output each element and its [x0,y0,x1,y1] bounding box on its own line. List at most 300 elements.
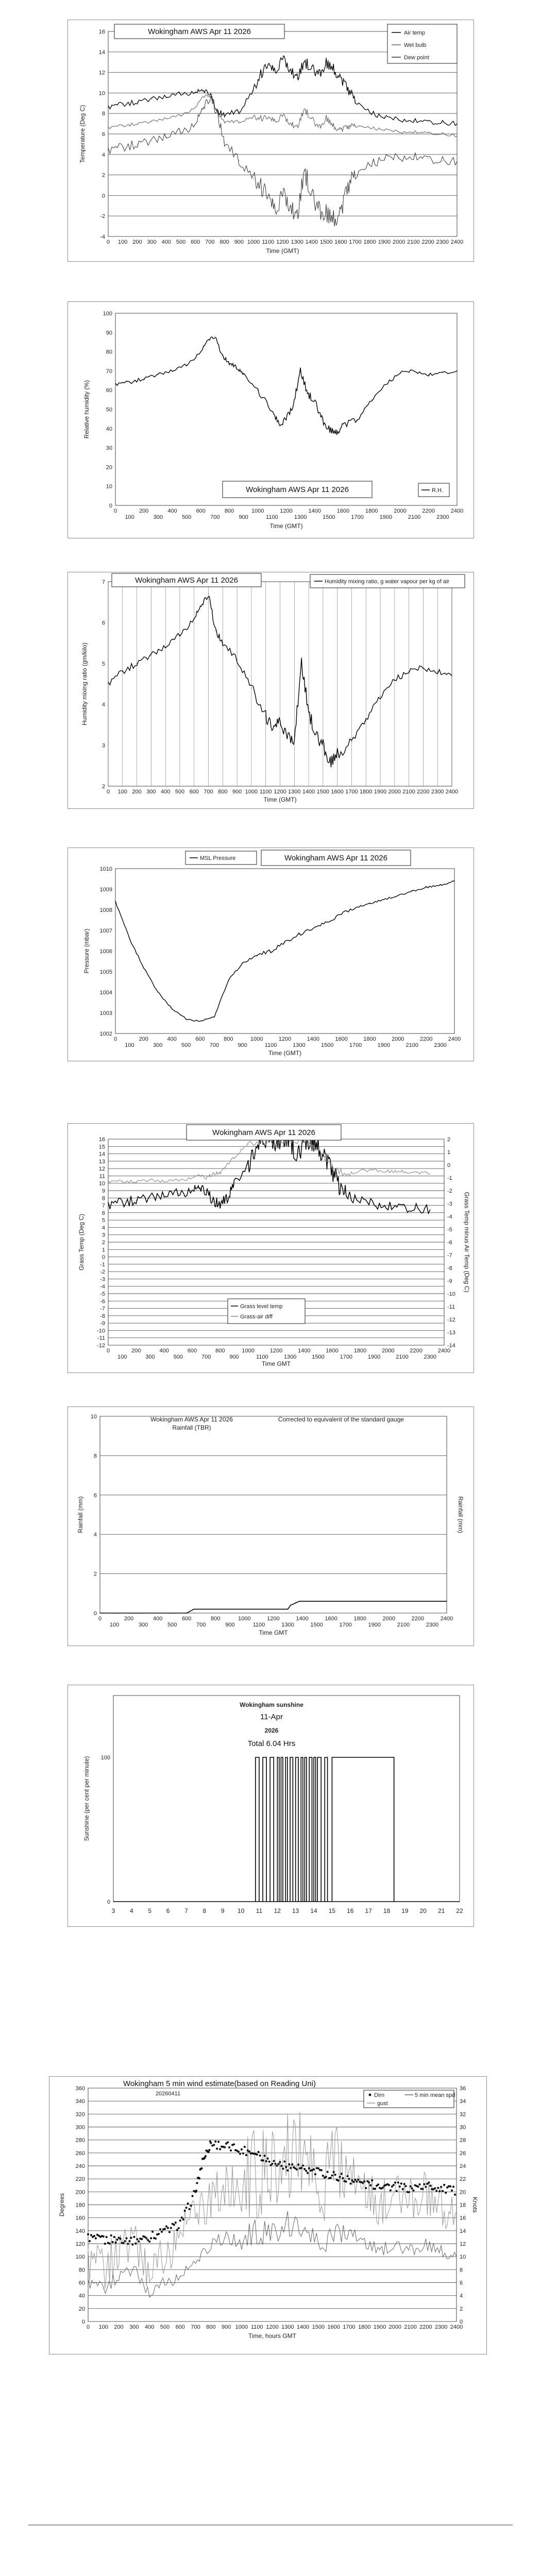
rh-line-point [236,367,237,368]
mixing-ratio-line-point [330,761,331,762]
gust-line-point [364,2192,365,2193]
x-tick-label: 2400 [445,789,459,795]
x-tick-label: 1800 [365,508,378,514]
y-tick-label: 16 [98,29,105,35]
direction-point [131,2243,133,2245]
y-tick-label: -2 [100,1269,105,1276]
x-tick-label: 0 [106,1348,110,1354]
rh-line-point [215,336,216,337]
x-tick-label: 2300 [434,2324,448,2330]
direction-point [214,2141,216,2143]
direction-point [346,2175,348,2177]
x-tick-label: 100 [98,2324,108,2330]
y-tick-label: 20 [78,2306,85,2312]
dew-point-line-point [384,158,385,159]
mean-speed-line-point [241,2243,242,2244]
wet-bulb-line-point [290,123,291,124]
x-tick-label: 2400 [450,239,464,245]
x-tick-label: 1800 [363,1036,376,1042]
rainfall-line-point [128,1613,129,1614]
rh-line-point [357,420,358,421]
rh-line-point [222,355,223,356]
x-tick-label: 900 [225,1622,235,1628]
x-axis-label: Time (GMT) [266,247,299,255]
direction-point [242,2153,244,2155]
direction-point [113,2236,115,2238]
air-temp-line-point [326,62,327,63]
x-axis-label: Time (GMT) [269,522,303,530]
x-tick-label: 700 [204,789,213,795]
dew-point-line-point [413,156,414,157]
rh-line-point [443,372,444,374]
dew-point-line-point [326,211,327,212]
dew-point-line-point [260,187,261,188]
x-tick-label: 1600 [331,789,344,795]
y-tick-label: 30 [106,445,112,452]
x-tick-label: 800 [224,1036,233,1042]
direction-point [265,2160,267,2162]
x-tick-label: 1700 [345,789,358,795]
direction-point [279,2161,281,2163]
wind-chart [49,2077,486,2354]
x-tick-label: 1700 [340,1354,353,1360]
dew-point-line-point [304,171,305,172]
direction-point [224,2146,226,2148]
rh-line-point [172,370,173,371]
rh-line-point [293,405,294,406]
humidity-chart-panel [67,301,474,538]
grass-air-diff-line-point [220,1172,221,1173]
rainfall-line-point [99,1613,100,1614]
x-tick-label: 5 [148,1907,152,1914]
x-tick-label: 100 [117,1354,127,1360]
grass-temp-line-point [206,1190,207,1191]
direction-point [134,2243,137,2245]
rainfall-line-point [200,1609,201,1610]
mixing-ratio-line-point [394,680,395,681]
direction-point [442,2190,444,2192]
pressure-line-point [242,963,243,964]
direction-point [410,2185,412,2188]
y2-tick-label: -8 [447,1265,452,1272]
direction-point [87,2233,89,2235]
gust-line-point [119,2250,120,2251]
direction-point [434,2187,436,2189]
grass-temp-line-point [360,1200,361,1201]
direction-point [200,2167,202,2170]
x-tick-label: 2400 [448,1036,461,1042]
y-tick-label: -10 [97,1328,105,1334]
x-tick-label: 2200 [422,508,435,514]
x-tick-label: 200 [132,239,142,245]
rainfall-chart-panel [67,1406,474,1646]
wet-bulb-line-point [333,125,334,126]
x-tick-label: 2100 [396,1354,409,1360]
grass-air-diff-line-point [213,1174,214,1175]
grass-air-diff-line-point [332,1167,333,1168]
direction-point [119,2238,121,2240]
mean-speed-line-point [180,2276,181,2277]
air-temp-line-point [195,92,196,93]
mean-speed-line-point [410,2250,411,2251]
x-tick-label: 1800 [353,1348,367,1354]
direction-point [418,2183,420,2185]
x-tick-label: 300 [145,1354,155,1360]
x-tick-label: 2000 [382,1348,395,1354]
rainfall-chart [68,1407,474,1646]
grass-temp-line-point [255,1152,256,1153]
y-tick-label: 50 [106,406,112,413]
x-tick-label: 400 [153,1616,163,1622]
x-tick-label: 700 [191,2324,200,2330]
y-tick-label: 5 [102,660,105,667]
rainfall-line-point [172,1613,173,1614]
direction-point [334,2174,336,2176]
direction-point [357,2179,359,2181]
x-tick-label: 400 [167,1036,177,1042]
x-tick-label: 400 [159,1348,169,1354]
direction-point [421,2188,424,2190]
direction-point [325,2176,327,2178]
y-tick-label: 8 [93,1453,97,1460]
y2-tick-label: 30 [460,2124,466,2131]
dew-point-line-point [333,217,334,218]
y-axis-label: Degrees [58,2193,65,2217]
x-tick-label: 2300 [426,1622,439,1628]
y2-tick-label: -3 [447,1201,452,1207]
gust-line-point [456,2211,457,2212]
direction-point [210,2142,212,2144]
grass-air-diff-line-point [262,1141,263,1142]
rainfall-line-point [299,1601,300,1602]
mixing-ratio-chart-panel [67,572,474,809]
direction-point [110,2234,112,2236]
x-tick-label: 200 [139,1036,149,1042]
y-tick-label: 1005 [99,969,112,975]
air-temp-line-point [333,68,334,69]
x-tick-label: 1900 [368,1622,381,1628]
grass-temp-line-point [430,1209,431,1210]
x-tick-label: 1900 [377,1042,391,1048]
direction-point [130,2237,132,2239]
direction-point [337,2179,340,2181]
x-tick-label: 100 [109,1622,120,1628]
y-tick-label: -4 [100,1283,105,1290]
dew-point-line-point [311,191,312,192]
rainfall-line-point [186,1613,187,1614]
mean-speed-line-point [226,2237,227,2238]
dew-point-line-point [210,97,211,98]
chart-title: Wokingham AWS Apr 11 2026 [150,1416,233,1423]
gust-line-point [103,2269,104,2270]
temperature-chart-panel [67,20,474,262]
wet-bulb-line-point [224,121,225,122]
pressure-chart-panel [67,848,474,1061]
wet-bulb-line-point [260,118,261,119]
x-tick-label: 700 [209,1042,219,1048]
x-tick-label: 1500 [310,1622,323,1628]
grass-air-diff-line-point [150,1180,151,1181]
gust-line-point [180,2230,181,2231]
y-axis-label: Temperature (Deg C) [79,105,86,163]
direction-point [179,2219,181,2222]
mixing-ratio-line-point [208,594,209,595]
direction-point [248,2150,250,2153]
x-tick-label: 1000 [245,789,258,795]
grass-air-diff-line-point [430,1174,431,1175]
mixing-ratio-line-point [409,671,410,672]
wet-bulb-line-point [384,129,385,130]
mean-speed-line-point [287,2224,288,2225]
x-tick-label: 12 [274,1907,281,1914]
y-tick-label: 14 [98,49,105,56]
x-tick-label: 0 [113,508,117,514]
direction-point [198,2177,200,2179]
grass-air-diff-line-point [402,1171,403,1172]
dew-point-line-point [180,131,181,132]
rh-line-point [371,399,372,400]
air-temp-line-point [341,78,342,79]
legend-label: Grass-air diff [240,1314,273,1320]
direction-point [258,2151,260,2153]
mean-speed-line-point [426,2243,427,2244]
legend-label: Dirn [374,2092,385,2098]
direction-point [363,2180,365,2182]
y-tick-label: -11 [97,1335,105,1342]
x-tick-label: 200 [124,1616,134,1622]
x-tick-label: 1400 [307,1036,320,1042]
rh-line-point [457,370,458,371]
grass-air-diff-line-point [178,1180,179,1181]
direction-point [402,2188,404,2190]
mixing-ratio-line-point [280,720,281,721]
y-tick-label: 1004 [99,990,112,996]
y-tick-label: 2 [102,1240,105,1246]
grass-temp-line-point [234,1184,235,1185]
direction-point [208,2149,210,2151]
x-tick-label: 2400 [450,508,464,514]
direction-point [89,2240,91,2242]
wet-bulb-line-point [341,129,342,130]
x-tick-label: 2200 [419,1036,433,1042]
direction-point [175,2222,177,2224]
mixing-ratio-line-point [108,684,109,685]
y-tick-label: 40 [78,2293,85,2299]
x-tick-label: 2000 [392,239,405,245]
x-tick-label: 1500 [312,1354,325,1360]
x-tick-label: 900 [234,239,244,245]
grass-air-diff-line-point [318,1149,319,1150]
y-tick-label: 1 [102,1247,105,1253]
x-tick-label: 2000 [388,2324,402,2330]
y-tick-label: 3 [102,742,105,749]
mixing-ratio-line-point [122,671,123,672]
y2-tick-label: -13 [447,1330,455,1336]
pressure-line-point [369,903,370,904]
dew-point-line-point [108,150,109,151]
wet-bulb-line-point [275,121,276,122]
x-tick-label: 1400 [308,508,321,514]
direction-point [205,2155,207,2157]
mean-speed-line-point [164,2282,165,2283]
mixing-ratio-line-point [273,728,274,730]
mean-speed-line-point [195,2263,196,2264]
mixing-ratio-line-point [380,696,381,697]
rh-line-point [186,365,187,366]
y-tick-label: 0 [102,1254,105,1261]
x-tick-label: 200 [114,2324,124,2330]
x-tick-label: 1700 [349,239,362,245]
direction-point [115,2242,117,2244]
x-tick-label: 1200 [274,789,286,795]
y-tick-label: 6 [102,1210,105,1216]
x-tick-label: 15 [328,1907,336,1914]
x-tick-label: 1500 [321,1042,334,1048]
grass-temp-line-point [402,1207,403,1208]
y-tick-label: 6 [93,1492,97,1499]
mixing-ratio-line-point [215,630,216,631]
grass-air-diff-line-point [122,1181,123,1182]
direction-point [327,2171,329,2173]
direction-point [313,2168,315,2171]
direction-point [382,2187,384,2189]
grass-air-diff-line-point [360,1170,361,1171]
gust-line-point [134,2243,135,2244]
y2-tick-label: -10 [447,1291,455,1297]
x-tick-label: 1100 [250,2324,263,2330]
direction-point [138,2240,140,2242]
x-tick-label: 200 [131,1348,141,1354]
direction-point [158,2233,160,2235]
direction-point [369,2184,371,2187]
gust-line-point [272,2178,273,2179]
legend-label: gust [377,2100,388,2107]
legend-label: Air temp [404,30,425,36]
x-tick-label: 1800 [360,789,373,795]
y2-tick-label: 34 [460,2098,466,2105]
mixing-ratio-line-point [236,659,238,660]
grass-air-diff-line-point [164,1181,165,1182]
pressure-line-point [355,907,356,908]
x-tick-label: 2300 [436,239,449,245]
mean-speed-line-point [395,2243,396,2244]
pressure-line-point [454,880,455,882]
direction-point [184,2210,186,2212]
mean-speed-line-point [379,2250,380,2251]
grass-air-diff-line-point [234,1157,235,1158]
legend-label: R.H. [432,487,443,494]
x-tick-label: 1800 [363,239,376,245]
y-tick-label: 7 [102,579,105,585]
y-tick-label: 90 [106,330,112,336]
wet-bulb-line-point [304,109,305,110]
direction-point [239,2153,241,2155]
y-tick-label: 13 [98,1158,105,1165]
x-tick-label: 1500 [312,2324,325,2330]
x-tick-label: 0 [113,1036,117,1042]
x-tick-label: 0 [106,789,110,795]
direction-point [403,2183,405,2185]
wet-bulb-line-point [137,123,138,124]
mean-speed-line-point [103,2289,104,2290]
y2-tick-label: 4 [460,2293,463,2299]
mean-speed-line-point [364,2243,365,2244]
mixing-ratio-line-point [287,737,288,738]
rh-line-point [279,425,280,426]
gust-line-point [395,2185,396,2186]
direction-point [161,2231,163,2233]
direction-point [308,2167,310,2170]
rh-line-point [300,370,301,371]
x-tick-label: 2000 [382,1616,396,1622]
gust-line-point [241,2192,242,2193]
mixing-ratio-line-point [337,753,338,754]
grass-air-diff-line-point [346,1175,347,1176]
direction-point [181,2216,183,2218]
rh-line-point [200,351,201,352]
rh-line-point [243,375,244,376]
y-tick-label: 12 [98,1166,105,1173]
y-tick-label: -8 [100,1313,105,1319]
rh-line-point [307,394,308,395]
wet-bulb-line-point [398,131,399,132]
dew-point-line-point [151,141,153,142]
gust-line-point [349,2172,350,2173]
x-tick-label: 2100 [402,789,415,795]
direction-point [109,2243,111,2245]
direction-point [297,2163,299,2165]
x-tick-label: 2200 [417,789,430,795]
wet-bulb-line-point [267,117,268,118]
x-axis-label: Time GMT [261,1360,291,1367]
x-tick-label: 1900 [378,239,391,245]
direction-point [145,2237,147,2239]
x-tick-label: 1200 [280,508,293,514]
x-tick-label: 1200 [267,1616,280,1622]
direction-point [268,2161,270,2163]
x-tick-label: 200 [132,789,142,795]
x-tick-label: 1600 [326,1348,339,1354]
air-temp-line-point [108,107,109,108]
gust-line-point [410,2198,411,2199]
legend-swatch [369,2094,371,2096]
wet-bulb-line-point [348,127,349,128]
grass-temp-chart-panel [67,1123,474,1373]
dew-point-line-point [137,144,138,145]
direction-point [191,2195,193,2197]
y-tick-label: 180 [75,2202,85,2209]
direction-point [303,2168,306,2170]
wet-bulb-line-point [326,117,327,118]
wet-bulb-line-point [369,127,370,128]
pressure-line-point [426,887,427,888]
gust-line-point [211,2198,212,2199]
x-tick-label: 800 [215,1348,225,1354]
mixing-ratio-line-point [251,688,252,689]
x-tick-label: 1600 [327,2324,340,2330]
air-temp-line-point [202,91,204,92]
x-tick-label: 1900 [373,2324,386,2330]
x-tick-label: 1100 [266,514,278,520]
air-temp-line-point [290,70,291,71]
x-tick-label: 1700 [343,2324,356,2330]
air-temp-line-point [297,78,298,79]
direction-point [451,2190,453,2192]
x-tick-label: 600 [189,789,199,795]
direction-point [165,2225,167,2227]
wind-chart-panel [49,2076,487,2354]
air-temp-line-point [348,91,349,92]
